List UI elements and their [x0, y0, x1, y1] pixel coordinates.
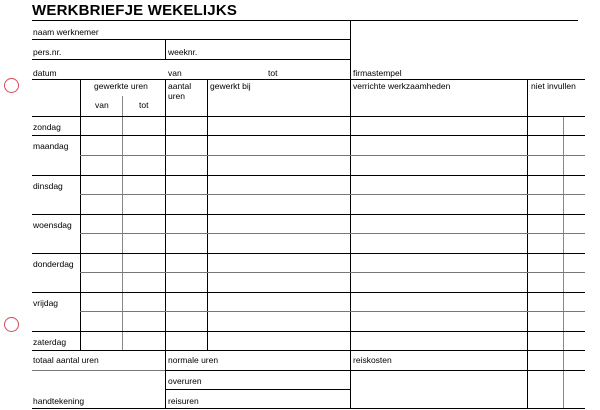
rule — [32, 253, 585, 254]
week-nr-label: weeknr. — [168, 47, 198, 57]
travel-hours-label: reisuren — [168, 396, 199, 406]
hours-to-header: tot — [139, 100, 149, 110]
rule — [350, 20, 351, 79]
employee-name-label: naam werknemer — [33, 27, 99, 37]
total-hours-header: aantal uren — [168, 81, 192, 101]
rule — [563, 116, 564, 409]
total-hours-label: totaal aantal uren — [33, 355, 99, 365]
binder-hole-bottom — [4, 317, 19, 332]
rule — [32, 370, 165, 371]
travel-costs-label: reiskosten — [353, 355, 392, 365]
day-label: woensdag — [33, 220, 72, 230]
rule — [32, 292, 585, 293]
worked-at-header: gewerkt bij — [210, 81, 251, 91]
form-title: WERKBRIEFJE WEKELIJKS — [32, 2, 238, 19]
rule — [80, 155, 585, 156]
rule — [80, 233, 585, 234]
rule — [350, 370, 585, 371]
personnel-nr-label: pers.nr. — [33, 47, 62, 57]
rule — [32, 331, 585, 332]
rule — [80, 194, 585, 195]
day-label: dinsdag — [33, 181, 63, 191]
rule — [165, 389, 350, 390]
rule — [350, 79, 351, 409]
date-to-label: tot — [268, 68, 278, 78]
day-label: vrijdag — [33, 298, 59, 308]
rule — [165, 370, 350, 371]
day-label: zaterdag — [33, 337, 67, 347]
rule — [527, 79, 528, 409]
company-stamp-label: firmastempel — [353, 68, 402, 78]
rule — [32, 116, 585, 117]
rule — [165, 39, 166, 59]
do-not-fill-header: niet invullen — [531, 81, 576, 91]
hours-from-header: van — [95, 100, 109, 110]
date-from-label: van — [168, 68, 182, 78]
rule — [80, 311, 585, 312]
rule — [32, 408, 585, 409]
rule — [32, 135, 585, 136]
rule — [32, 214, 585, 215]
hours-worked-header: gewerkte uren — [94, 81, 148, 91]
day-label: zondag — [33, 122, 61, 132]
rule — [32, 350, 585, 351]
rule — [32, 59, 350, 60]
rule — [80, 272, 585, 273]
day-label: donderdag — [33, 259, 74, 269]
rule — [32, 20, 578, 21]
activities-header: verrichte werkzaamheden — [353, 81, 451, 91]
rule — [32, 79, 585, 80]
rule — [165, 79, 166, 409]
overtime-label: overuren — [168, 376, 202, 386]
rule — [32, 175, 585, 176]
day-label: maandag — [33, 141, 69, 151]
binder-hole-top — [4, 78, 19, 93]
date-label: datum — [33, 68, 57, 78]
signature-label: handtekening — [33, 396, 85, 406]
rule — [32, 39, 350, 40]
normal-hours-label: normale uren — [168, 355, 219, 365]
